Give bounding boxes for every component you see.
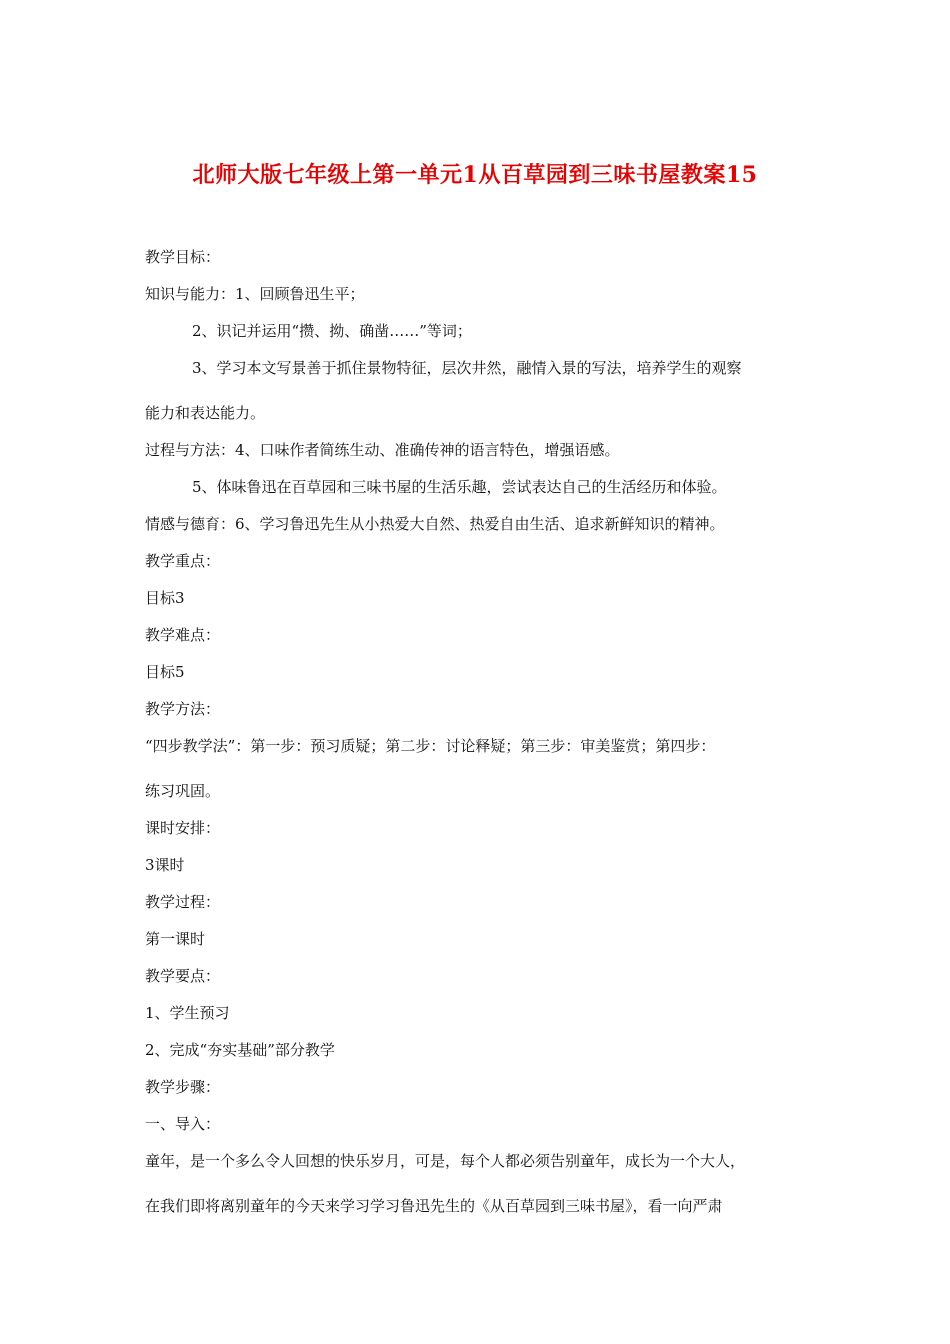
paragraph-line: 3、学习本文写景善于抓住景物特征，层次井然，融情入景的写法，培养学生的观察 <box>192 359 742 377</box>
paragraph-line: 目标3 <box>145 589 185 607</box>
paragraph-line: 2、识记并运用“攒、拗、确凿……”等词； <box>192 322 472 340</box>
paragraph-line: 教学难点： <box>145 626 221 644</box>
paragraph-line: 一、导入： <box>145 1115 221 1133</box>
paragraph-line: 教学重点： <box>145 552 221 570</box>
paragraph-line: 第一课时 <box>145 930 206 948</box>
paragraph-line: 教学要点： <box>145 967 221 985</box>
paragraph-line: 能力和表达能力。 <box>145 404 266 422</box>
paragraph-line: 教学步骤： <box>145 1078 221 1096</box>
paragraph-line: 目标5 <box>145 663 185 681</box>
paragraph-line: 童年，是一个多么令人回想的快乐岁月，可是，每个人都必须告别童年，成长为一个大人， <box>145 1152 746 1170</box>
paragraph-line: 2、完成“夯实基础”部分教学 <box>145 1041 335 1059</box>
paragraph-line: 知识与能力：1、回顾鲁迅生平； <box>145 285 365 303</box>
paragraph-line: 课时安排： <box>145 819 221 837</box>
paragraph-line: 1、学生预习 <box>145 1004 230 1022</box>
paragraph-line: 教学方法： <box>145 700 221 718</box>
paragraph-line: 情感与德育：6、学习鲁迅先生从小热爱大自然、热爱自由生活、追求新鲜知识的精神。 <box>145 515 725 533</box>
paragraph-line: 教学目标： <box>145 248 221 266</box>
paragraph-line: 3课时 <box>145 856 185 874</box>
document-title: 北师大版七年级上第一单元1从百草园到三味书屋教案15 <box>192 162 758 188</box>
paragraph-line: “四步教学法”：第一步：预习质疑；第二步：讨论释疑；第三步：审美鉴赏；第四步： <box>145 737 716 755</box>
paragraph-line: 教学过程： <box>145 893 221 911</box>
paragraph-line: 5、体味鲁迅在百草园和三味书屋的生活乐趣，尝试表达自己的生活经历和体验。 <box>192 478 727 496</box>
document-body <box>145 247 827 1216</box>
paragraph-line: 过程与方法：4、口味作者简练生动、准确传神的语言特色，增强语感。 <box>145 441 620 459</box>
paragraph-line: 在我们即将离别童年的今天来学习学习鲁迅先生的《从百草园到三味书屋》，看一向严肃 <box>145 1197 723 1215</box>
paragraph-line: 练习巩固。 <box>145 782 221 800</box>
